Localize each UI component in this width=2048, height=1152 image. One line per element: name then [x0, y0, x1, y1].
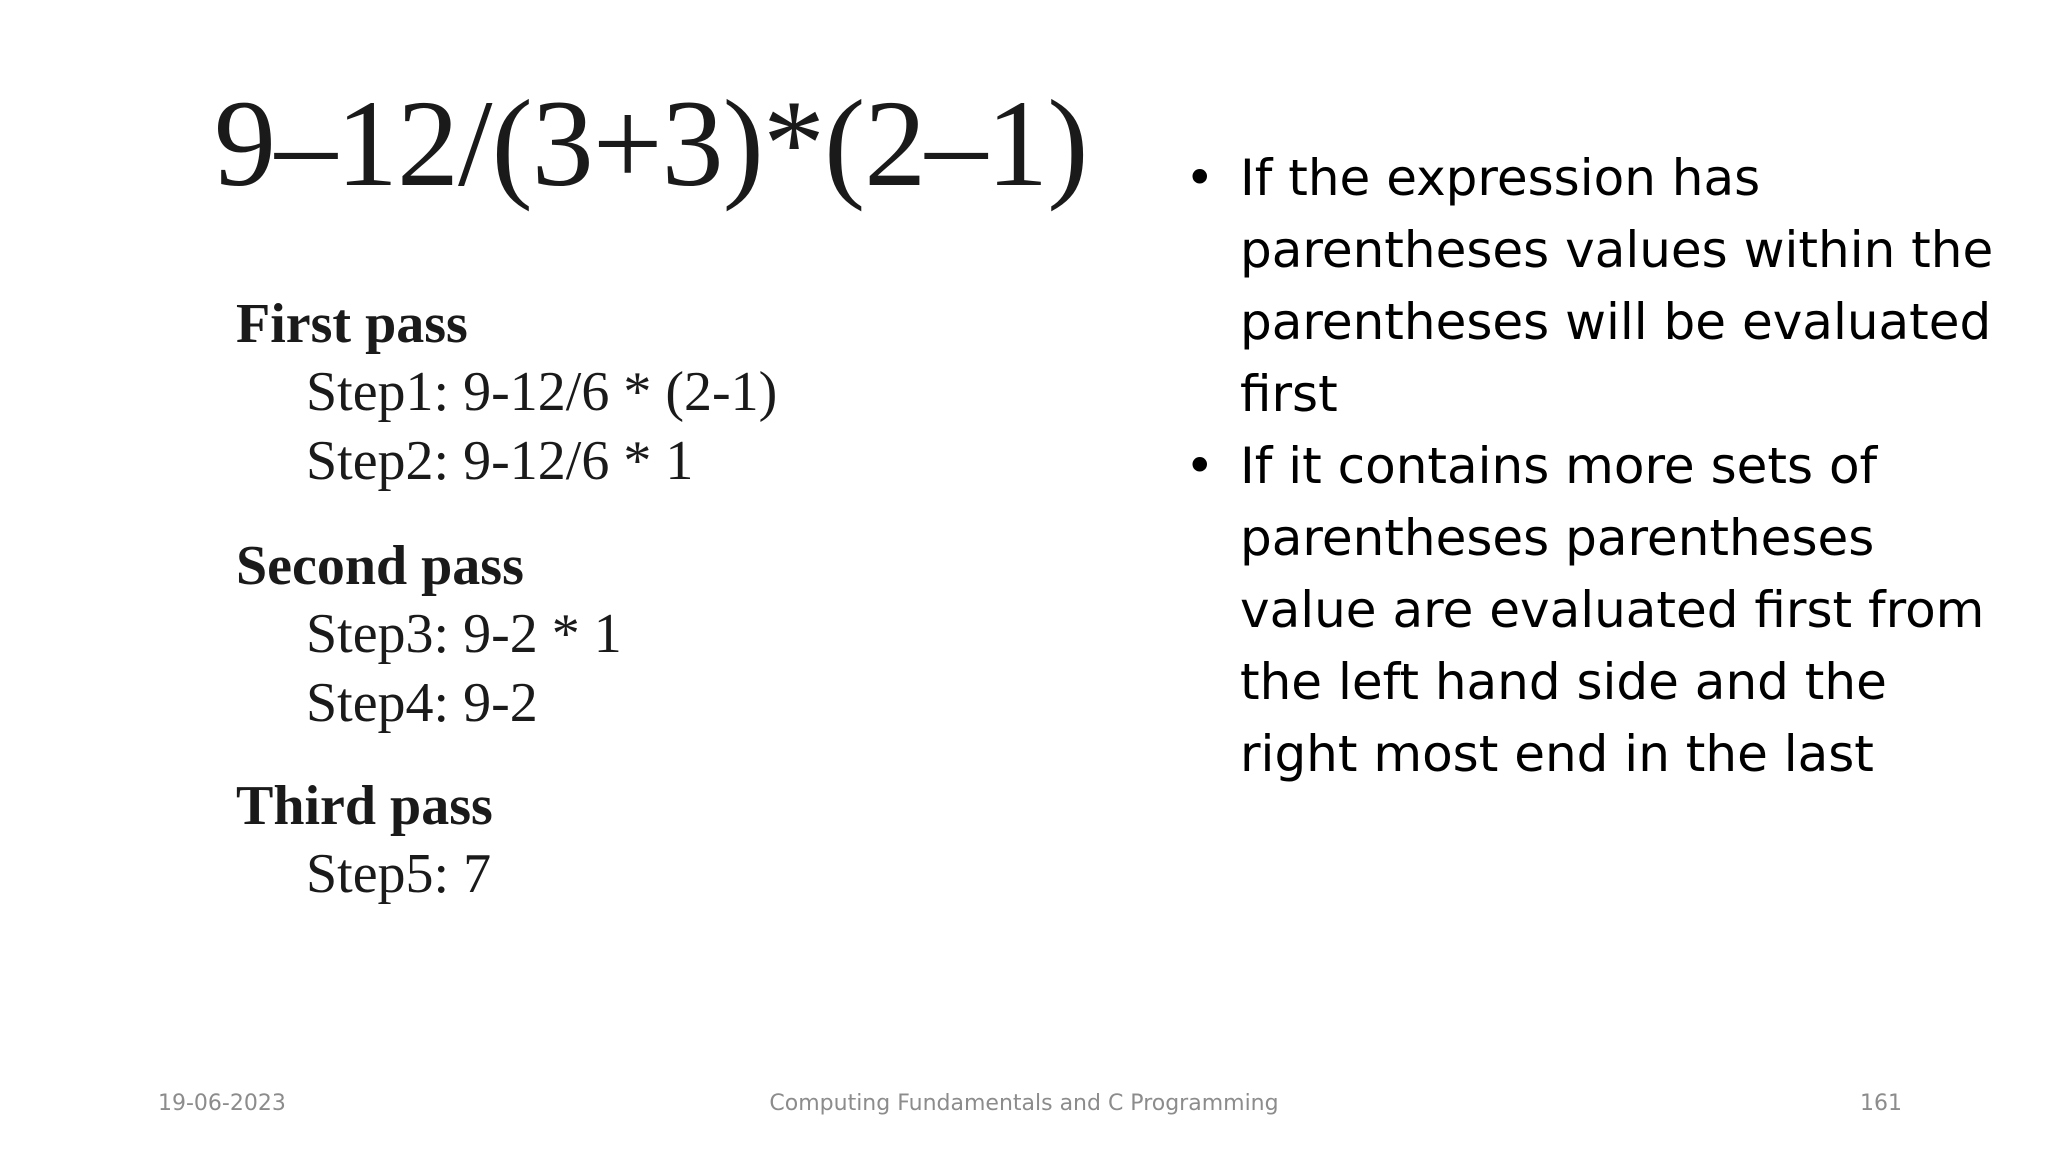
step-3: Step3: 9-2 * 1	[306, 603, 622, 665]
step-1: Step1: 9-12/6 * (2-1)	[306, 361, 778, 423]
third-pass-heading: Third pass	[236, 775, 493, 837]
first-pass-heading: First pass	[236, 293, 468, 355]
bullet-list	[1185, 142, 2005, 790]
step-5: Step5: 7	[306, 843, 492, 905]
bullet-text: If the expression has parentheses values within the parentheses will be evaluated first	[1240, 149, 1994, 423]
step-4: Step4: 9-2	[306, 672, 538, 734]
second-pass-heading: Second pass	[236, 535, 524, 597]
step-2: Step2: 9-12/6 * 1	[306, 430, 694, 492]
footer-title: Computing Fundamentals and C Programming	[769, 1091, 1279, 1116]
bullet-item	[1185, 430, 2005, 790]
footer-date: 19-06-2023	[158, 1091, 286, 1116]
bullet-item	[1185, 142, 2005, 430]
footer-page-number: 161	[1860, 1091, 1902, 1116]
bullet-text: If it contains more sets of parentheses parentheses value are evaluated first from the left hand side and the right most end in the last	[1240, 437, 1985, 783]
bullet-marker: •	[1185, 149, 1215, 207]
expression-formula: 9–12/(3+3)*(2–1)	[214, 75, 1088, 212]
bullet-marker: •	[1185, 437, 1215, 495]
expression-figure	[208, 74, 1088, 929]
